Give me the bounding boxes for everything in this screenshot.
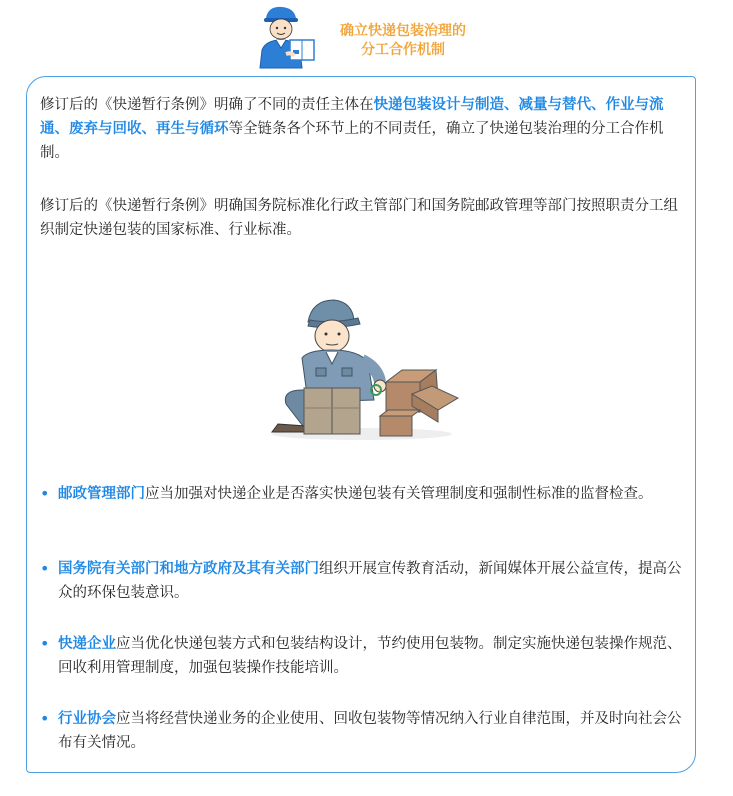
bullet-dot-icon: • [40,484,50,503]
paragraph1-pre: 修订后的《快递暂行条例》明确了不同的责任主体在 [40,97,374,113]
bullet-highlight: 快递企业 [58,636,116,652]
bullet-body: 应当加强对快递企业是否落实快递包装有关管理制度和强制性标准的监督检查。 [145,486,653,502]
header-title-line1: 确立快递包装治理的 [340,23,466,39]
bullet-highlight: 行业协会 [58,711,116,727]
paragraph1-highlight: 快递包装设计与制造、减量与替代、作业与流通、废弃与回收、再生与循环 [40,97,664,137]
header [0,0,733,76]
paragraph-responsibility [40,93,682,165]
courier-with-box-icon [252,4,320,70]
header-title-line2: 分工合作机制 [361,42,445,58]
bullet-dot-icon: • [40,559,50,578]
bullet-industry-associations [40,707,682,755]
bullet-body: 应当将经营快递业务的企业使用、回收包装物等情况纳入行业自律范围，并及时向社会公布有关情况。 [58,711,682,751]
paragraph1-post: 等全链条各个环节上的不同责任，确立了快递包装治理的分工合作机制。 [40,121,664,161]
header-title [318,22,488,60]
bullet-postal-management [40,482,682,506]
bullet-express-companies [40,632,682,680]
bullet-government-departments [40,557,682,605]
bullet-highlight: 国务院有关部门和地方政府及其有关部门 [58,561,319,577]
paragraph-standards: 修订后的《快递暂行条例》明确国务院标准化行政主管部门和国务院邮政管理等部门按照职责分工组织制定快递包装的国家标准、行业标准。 [40,198,678,238]
bullet-dot-icon: • [40,634,50,653]
bullet-body: 组织开展宣传教育活动，新闻媒体开展公益宣传，提高公众的环保包装意识。 [58,561,682,601]
bullet-highlight: 邮政管理部门 [58,486,145,502]
bullet-dot-icon: • [40,709,50,728]
bullet-body: 应当优化快递包装方式和包装结构设计，节约使用包装物。制定实施快递包装操作规范、回收利用管理制度，加强包装操作技能培训。 [58,636,682,676]
worker-packing-boxes-illustration [262,294,462,444]
